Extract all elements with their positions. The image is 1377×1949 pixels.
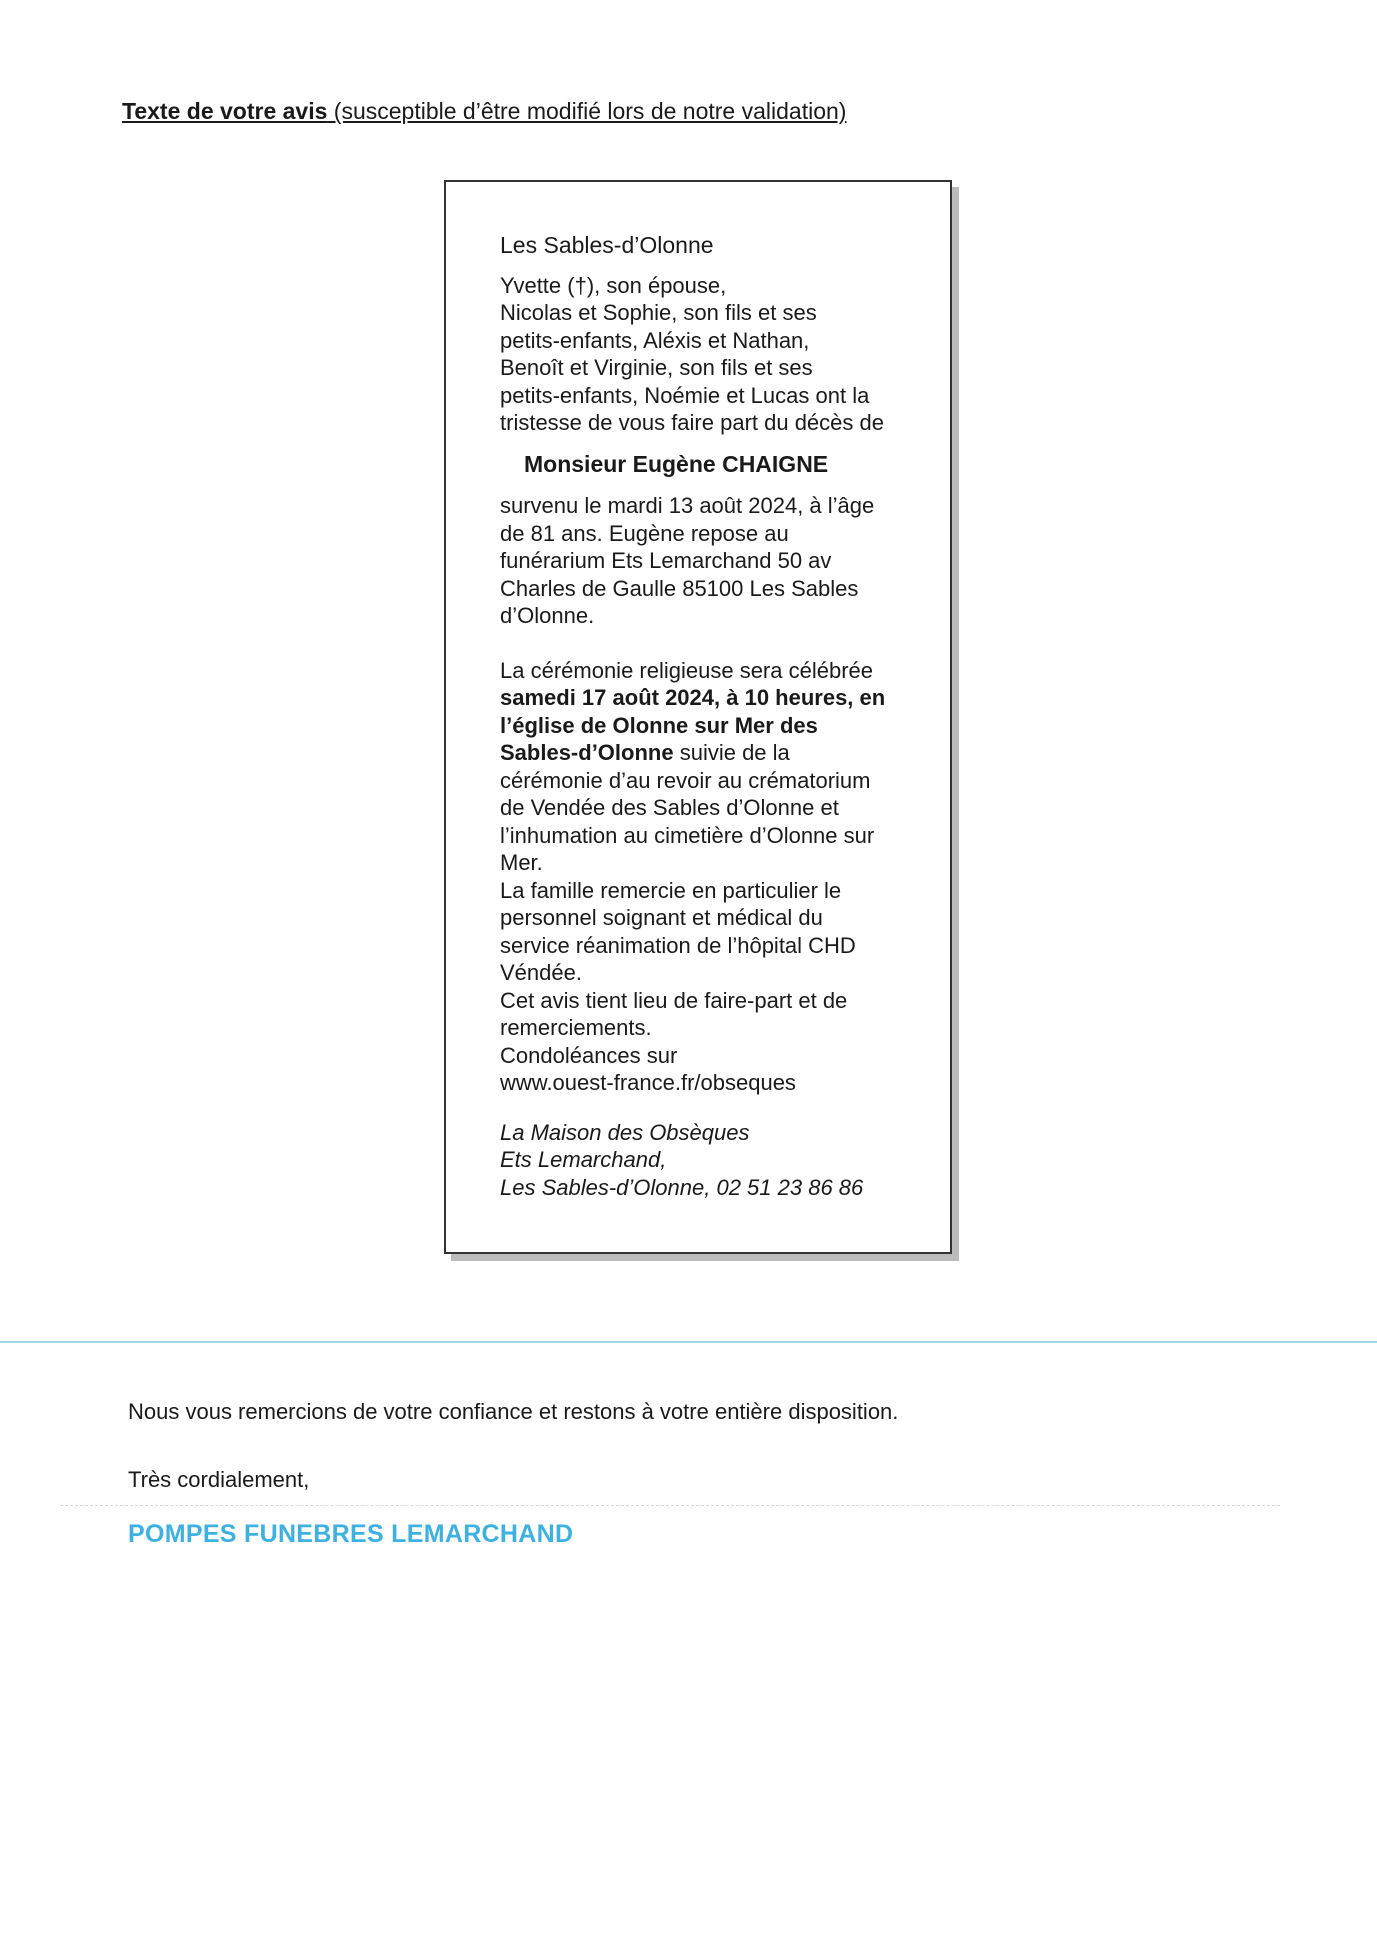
ceremony-line (500, 712, 950, 740)
ceremony-bold: Sables-d’Olonne (500, 740, 674, 765)
thanks-line: Condoléances sur (500, 1042, 678, 1068)
deceased-name: Monsieur Eugène CHAIGNE (524, 450, 829, 477)
scan-artifact-line (60, 1505, 1280, 1506)
family-block (500, 272, 950, 437)
ceremony-line: de Vendée des Sables d’Olonne et (500, 795, 839, 820)
details-line: de 81 ans. Eugène repose au (500, 520, 789, 546)
signature-line: Ets Lemarchand, (500, 1147, 667, 1172)
details-line: survenu le mardi 13 août 2024, à l’âge (500, 493, 875, 518)
details-line: funérarium Ets Lemarchand 50 av (500, 548, 832, 573)
thanks-line: service réanimation de l’hôpital CHD (500, 932, 856, 958)
ceremony-block (500, 657, 950, 877)
ceremony-line: l’inhumation au cimetière d’Olonne sur (500, 822, 875, 848)
details-line: Charles de Gaulle 85100 Les Sables (500, 575, 859, 601)
family-line: petits-enfants, Aléxis et Nathan, (500, 327, 810, 353)
section-divider (0, 1341, 1377, 1343)
notice-place: Les Sables-d’Olonne (500, 232, 714, 258)
details-line: d’Olonne. (500, 603, 595, 628)
thanks-line: La famille remercie en particulier le (500, 877, 842, 903)
ceremony-line: Mer. (500, 850, 543, 875)
ceremony-line (500, 739, 950, 767)
notice-text-heading (122, 98, 846, 125)
details-block (500, 492, 950, 630)
ceremony-line: cérémonie d’au revoir au crématorium (500, 767, 871, 793)
heading-note: (susceptible d’être modifié lors de notre validation) (327, 98, 847, 124)
thanks-line: www.ouest-france.fr/obseques (500, 1070, 796, 1095)
thanks-line: Véndée. (500, 960, 582, 985)
ceremony-line (500, 684, 950, 712)
family-line: Benoît et Virginie, son fils et ses (500, 355, 813, 380)
thanks-line: personnel soignant et médical du (500, 905, 823, 930)
ceremony-after-bold: suivie de la (673, 740, 790, 765)
ceremony-line: La cérémonie religieuse sera célébrée (500, 657, 873, 683)
family-line: tristesse de vous faire part du décès de (500, 410, 884, 435)
thanks-line: Cet avis tient lieu de faire-part et de (500, 987, 848, 1013)
family-line: Yvette (†), son épouse, (500, 272, 727, 298)
thanks-block (500, 877, 950, 1097)
company-name: POMPES FUNEBRES LEMARCHAND (128, 1520, 574, 1548)
family-line: Nicolas et Sophie, son fils et ses (500, 300, 817, 325)
signature-line: Les Sables-d’Olonne, 02 51 23 86 86 (500, 1174, 864, 1200)
notice-signature (500, 1119, 950, 1202)
thanks-line: remerciements. (500, 1015, 652, 1040)
heading-bold: Texte de votre avis (122, 98, 328, 124)
footer-thanks: Nous vous remercions de votre confiance et restons à votre entière disposition. (128, 1399, 899, 1424)
obituary-notice (444, 180, 952, 1254)
family-line: petits-enfants, Noémie et Lucas ont la (500, 382, 870, 408)
ceremony-bold: samedi 17 août 2024, à 10 heures, en (500, 685, 886, 710)
signature-line: La Maison des Obsèques (500, 1119, 750, 1145)
footer-closing: Très cordialement, (128, 1467, 310, 1492)
ceremony-bold: l’église de Olonne sur Mer des (500, 712, 818, 738)
